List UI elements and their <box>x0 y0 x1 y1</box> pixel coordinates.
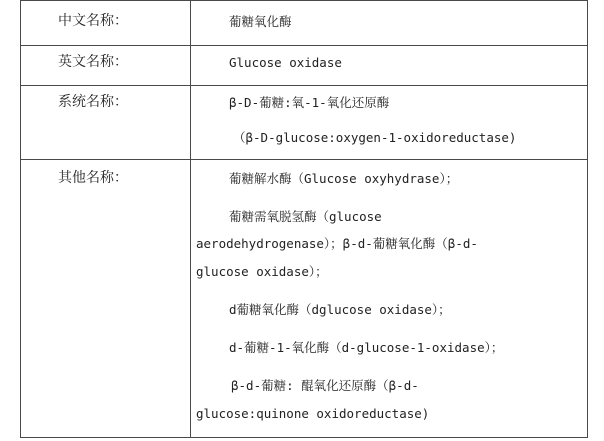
value-systematic-name-en: （β-D-glucose:oxygen-1-oxidoreductase) <box>233 130 517 145</box>
other-name-line: 葡糖解水酶（Glucose oxyhydrase）； <box>229 171 459 186</box>
table-column-divider <box>190 0 191 438</box>
label-english-name: 英文名称： <box>58 54 128 70</box>
table-border-bottom <box>20 437 588 438</box>
value-systematic-name-cn: β-D-葡糖:氧-1-氧化还原酶 <box>229 95 390 110</box>
table-border-left <box>20 0 21 438</box>
label-systematic-name: 系统名称： <box>58 94 128 110</box>
other-name-line: glucose oxidase）； <box>196 264 328 279</box>
row-divider-1 <box>20 45 588 46</box>
other-name-line: d-葡糖-1-氧化酶（d-glucose-1-oxidase）； <box>229 340 504 355</box>
value-english-name: Glucose oxidase <box>229 55 342 70</box>
table-border-top <box>20 0 588 1</box>
label-chinese-name: 中文名称： <box>58 13 128 29</box>
row-divider-3 <box>20 159 588 160</box>
table-border-right <box>587 0 588 438</box>
label-other-names: 其他名称： <box>58 170 128 186</box>
row-divider-2 <box>20 85 588 86</box>
other-name-line: aerodehydrogenase）；β-d-葡糖氧化酶（β-d- <box>196 236 478 251</box>
value-chinese-name: 葡糖氧化酶 <box>229 14 292 29</box>
other-name-line: β-d-葡糖: 醌氧化还原酶（β-d- <box>231 378 419 393</box>
other-name-line: glucose:quinone oxidoreductase) <box>196 406 430 421</box>
enzyme-name-table <box>20 0 588 438</box>
other-name-line: d葡糖氧化酶（dglucose oxidase）； <box>229 302 451 317</box>
other-name-line: 葡糖需氧脱氢酶（glucose <box>229 209 382 224</box>
